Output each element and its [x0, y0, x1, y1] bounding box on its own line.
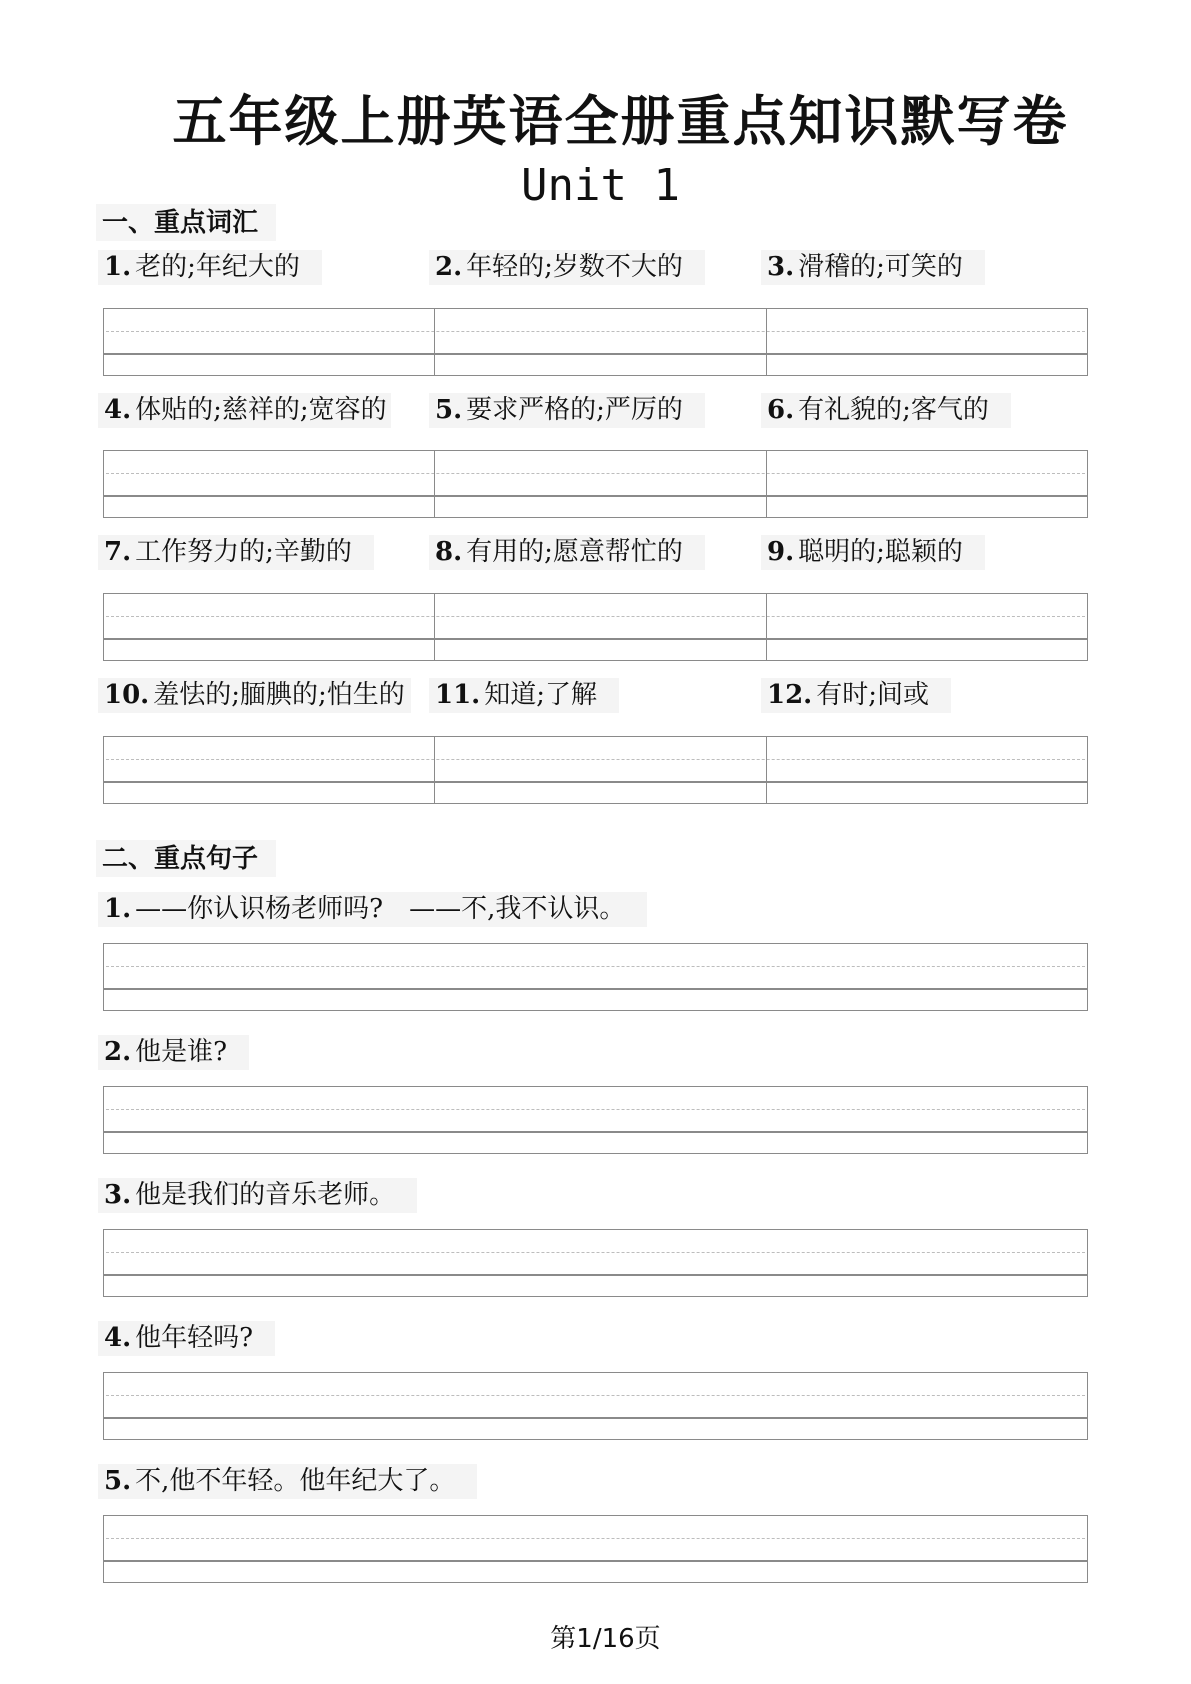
- item-number: 5.: [435, 395, 463, 425]
- sentence-answer-5[interactable]: [103, 1515, 1088, 1583]
- item-number: 3.: [104, 1180, 132, 1210]
- sentence-item-2: [98, 1035, 249, 1070]
- vocab-item-4: [98, 393, 391, 428]
- item-number: 3.: [767, 252, 795, 282]
- item-number: 8.: [435, 537, 463, 567]
- item-text: 要求严格的;严厉的: [466, 395, 683, 425]
- vocab-item-10: [98, 678, 411, 713]
- item-text: 知道;了解: [484, 680, 597, 710]
- page-title: 五年级上册英语全册重点知识默写卷: [172, 90, 1069, 153]
- item-number: 2.: [104, 1037, 132, 1067]
- vocab-item-9: [761, 535, 985, 570]
- vocab-item-5: [429, 393, 705, 428]
- sentence-item-1: [98, 892, 647, 927]
- vocab-item-3: [761, 250, 985, 285]
- item-text: 工作努力的;辛勤的: [135, 537, 352, 567]
- vocab-item-1: [98, 250, 322, 285]
- item-text: 他是谁?: [135, 1037, 228, 1067]
- vocab-answer-row-2[interactable]: [103, 450, 1088, 518]
- page-number: 第1/16页: [550, 1624, 661, 1654]
- unit-title: Unit 1: [521, 160, 680, 211]
- vocab-item-7: [98, 535, 374, 570]
- section-heading-sentences: 二、重点句子: [96, 840, 276, 877]
- item-number: 5.: [104, 1466, 132, 1496]
- vocab-answer-row-4[interactable]: [103, 736, 1088, 804]
- item-number: 4.: [104, 395, 132, 425]
- vocab-answer-row-3[interactable]: [103, 593, 1088, 661]
- item-text: 不,他不年轻。他年纪大了。: [135, 1466, 456, 1496]
- item-number: 11.: [435, 680, 481, 710]
- item-text: 聪明的;聪颖的: [798, 537, 963, 567]
- item-text: 有时;间或: [816, 680, 929, 710]
- item-text: 有用的;愿意帮忙的: [466, 537, 683, 567]
- item-number: 12.: [767, 680, 813, 710]
- item-text: 体贴的;慈祥的;宽容的: [135, 395, 387, 425]
- sentence-answer-2[interactable]: [103, 1086, 1088, 1154]
- item-text: 他是我们的音乐老师。: [135, 1180, 396, 1210]
- sentence-answer-1[interactable]: [103, 943, 1088, 1011]
- sentence-item-4: [98, 1321, 275, 1356]
- item-text: 老的;年纪大的: [135, 252, 300, 282]
- item-text: ——你认识杨老师吗? ——不,我不认识。: [135, 894, 626, 924]
- item-number: 4.: [104, 1323, 132, 1353]
- item-number: 2.: [435, 252, 463, 282]
- sentence-item-5: [98, 1464, 477, 1499]
- item-number: 6.: [767, 395, 795, 425]
- item-number: 1.: [104, 252, 132, 282]
- vocab-item-6: [761, 393, 1011, 428]
- section-heading-vocabulary: 一、重点词汇: [96, 204, 276, 241]
- vocab-answer-row-1[interactable]: [103, 308, 1088, 376]
- item-number: 7.: [104, 537, 132, 567]
- sentence-answer-4[interactable]: [103, 1372, 1088, 1440]
- item-text: 他年轻吗?: [135, 1323, 254, 1353]
- vocab-item-11: [429, 678, 619, 713]
- item-number: 1.: [104, 894, 132, 924]
- item-text: 有礼貌的;客气的: [798, 395, 989, 425]
- sentence-answer-3[interactable]: [103, 1229, 1088, 1297]
- item-text: 羞怯的;腼腆的;怕生的: [153, 680, 405, 710]
- vocab-item-2: [429, 250, 705, 285]
- vocab-item-12: [761, 678, 951, 713]
- vocab-item-8: [429, 535, 705, 570]
- sentence-item-3: [98, 1178, 417, 1213]
- item-text: 年轻的;岁数不大的: [466, 252, 683, 282]
- item-text: 滑稽的;可笑的: [798, 252, 963, 282]
- item-number: 9.: [767, 537, 795, 567]
- item-number: 10.: [104, 680, 150, 710]
